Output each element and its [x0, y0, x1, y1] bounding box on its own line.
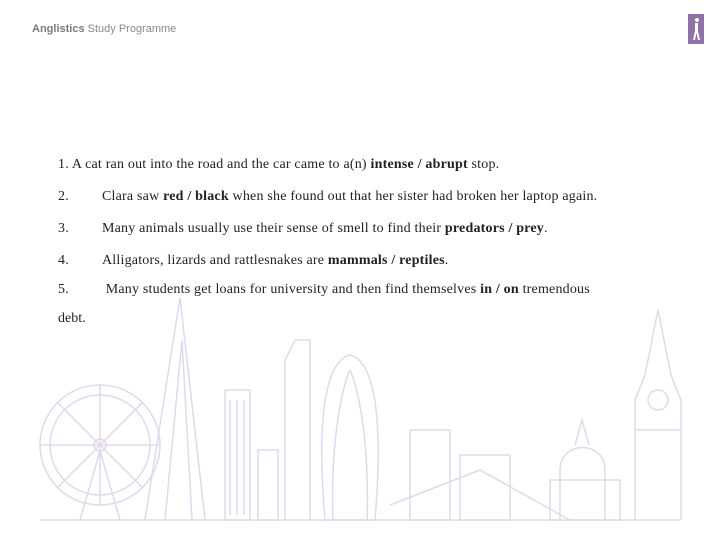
figure-icon	[688, 14, 704, 44]
brand-name: Anglistics	[32, 23, 85, 35]
office-block-icon	[390, 430, 570, 520]
question-text-end: .	[444, 253, 449, 268]
question-text-end: stop.	[467, 157, 500, 172]
question-number: 3.	[58, 221, 69, 236]
question-number: 2.	[58, 189, 69, 204]
question-number: 4.	[58, 253, 69, 268]
question-4	[58, 253, 449, 269]
question-3	[58, 221, 548, 237]
programme-header	[32, 23, 176, 35]
question-5-continuation: debt.	[58, 311, 86, 326]
big-ben-icon	[635, 310, 681, 520]
question-text-end: .	[544, 221, 548, 236]
answer-choices: in / on	[480, 282, 519, 297]
answer-choices: mammals / reptiles	[327, 253, 445, 268]
gherkin-icon	[322, 355, 378, 520]
question-1	[58, 157, 499, 173]
building-icon	[258, 340, 310, 520]
question-text-end: when she found out that her sister had broken her laptop again.	[228, 189, 598, 204]
answer-choices: red / black	[163, 189, 229, 204]
answer-choices: predators / prey	[444, 221, 545, 236]
question-number: 5.	[58, 282, 69, 297]
answer-choices: intense / abrupt	[370, 157, 468, 172]
question-text-start: Clara saw	[102, 189, 164, 204]
question-text-start: A cat ran out into the road and the car came to a(n)	[71, 157, 371, 172]
programme-subtitle: Study Programme	[84, 23, 177, 35]
st-pauls-icon	[550, 420, 620, 520]
london-skyline-illustration	[30, 280, 690, 530]
question-number: 1.	[58, 157, 69, 172]
question-5	[58, 282, 590, 298]
question-text-end: tremendous	[518, 282, 590, 297]
question-2	[58, 189, 597, 205]
tower-icon	[225, 390, 250, 520]
shard-icon	[145, 298, 205, 520]
london-eye-icon	[40, 385, 160, 520]
question-text-start: Many animals usually use their sense of smell to find their	[102, 221, 445, 236]
question-text-start: Many students get loans for university and then find themselves	[102, 282, 481, 297]
question-text-start: Alligators, lizards and rattlesnakes are	[102, 253, 328, 268]
